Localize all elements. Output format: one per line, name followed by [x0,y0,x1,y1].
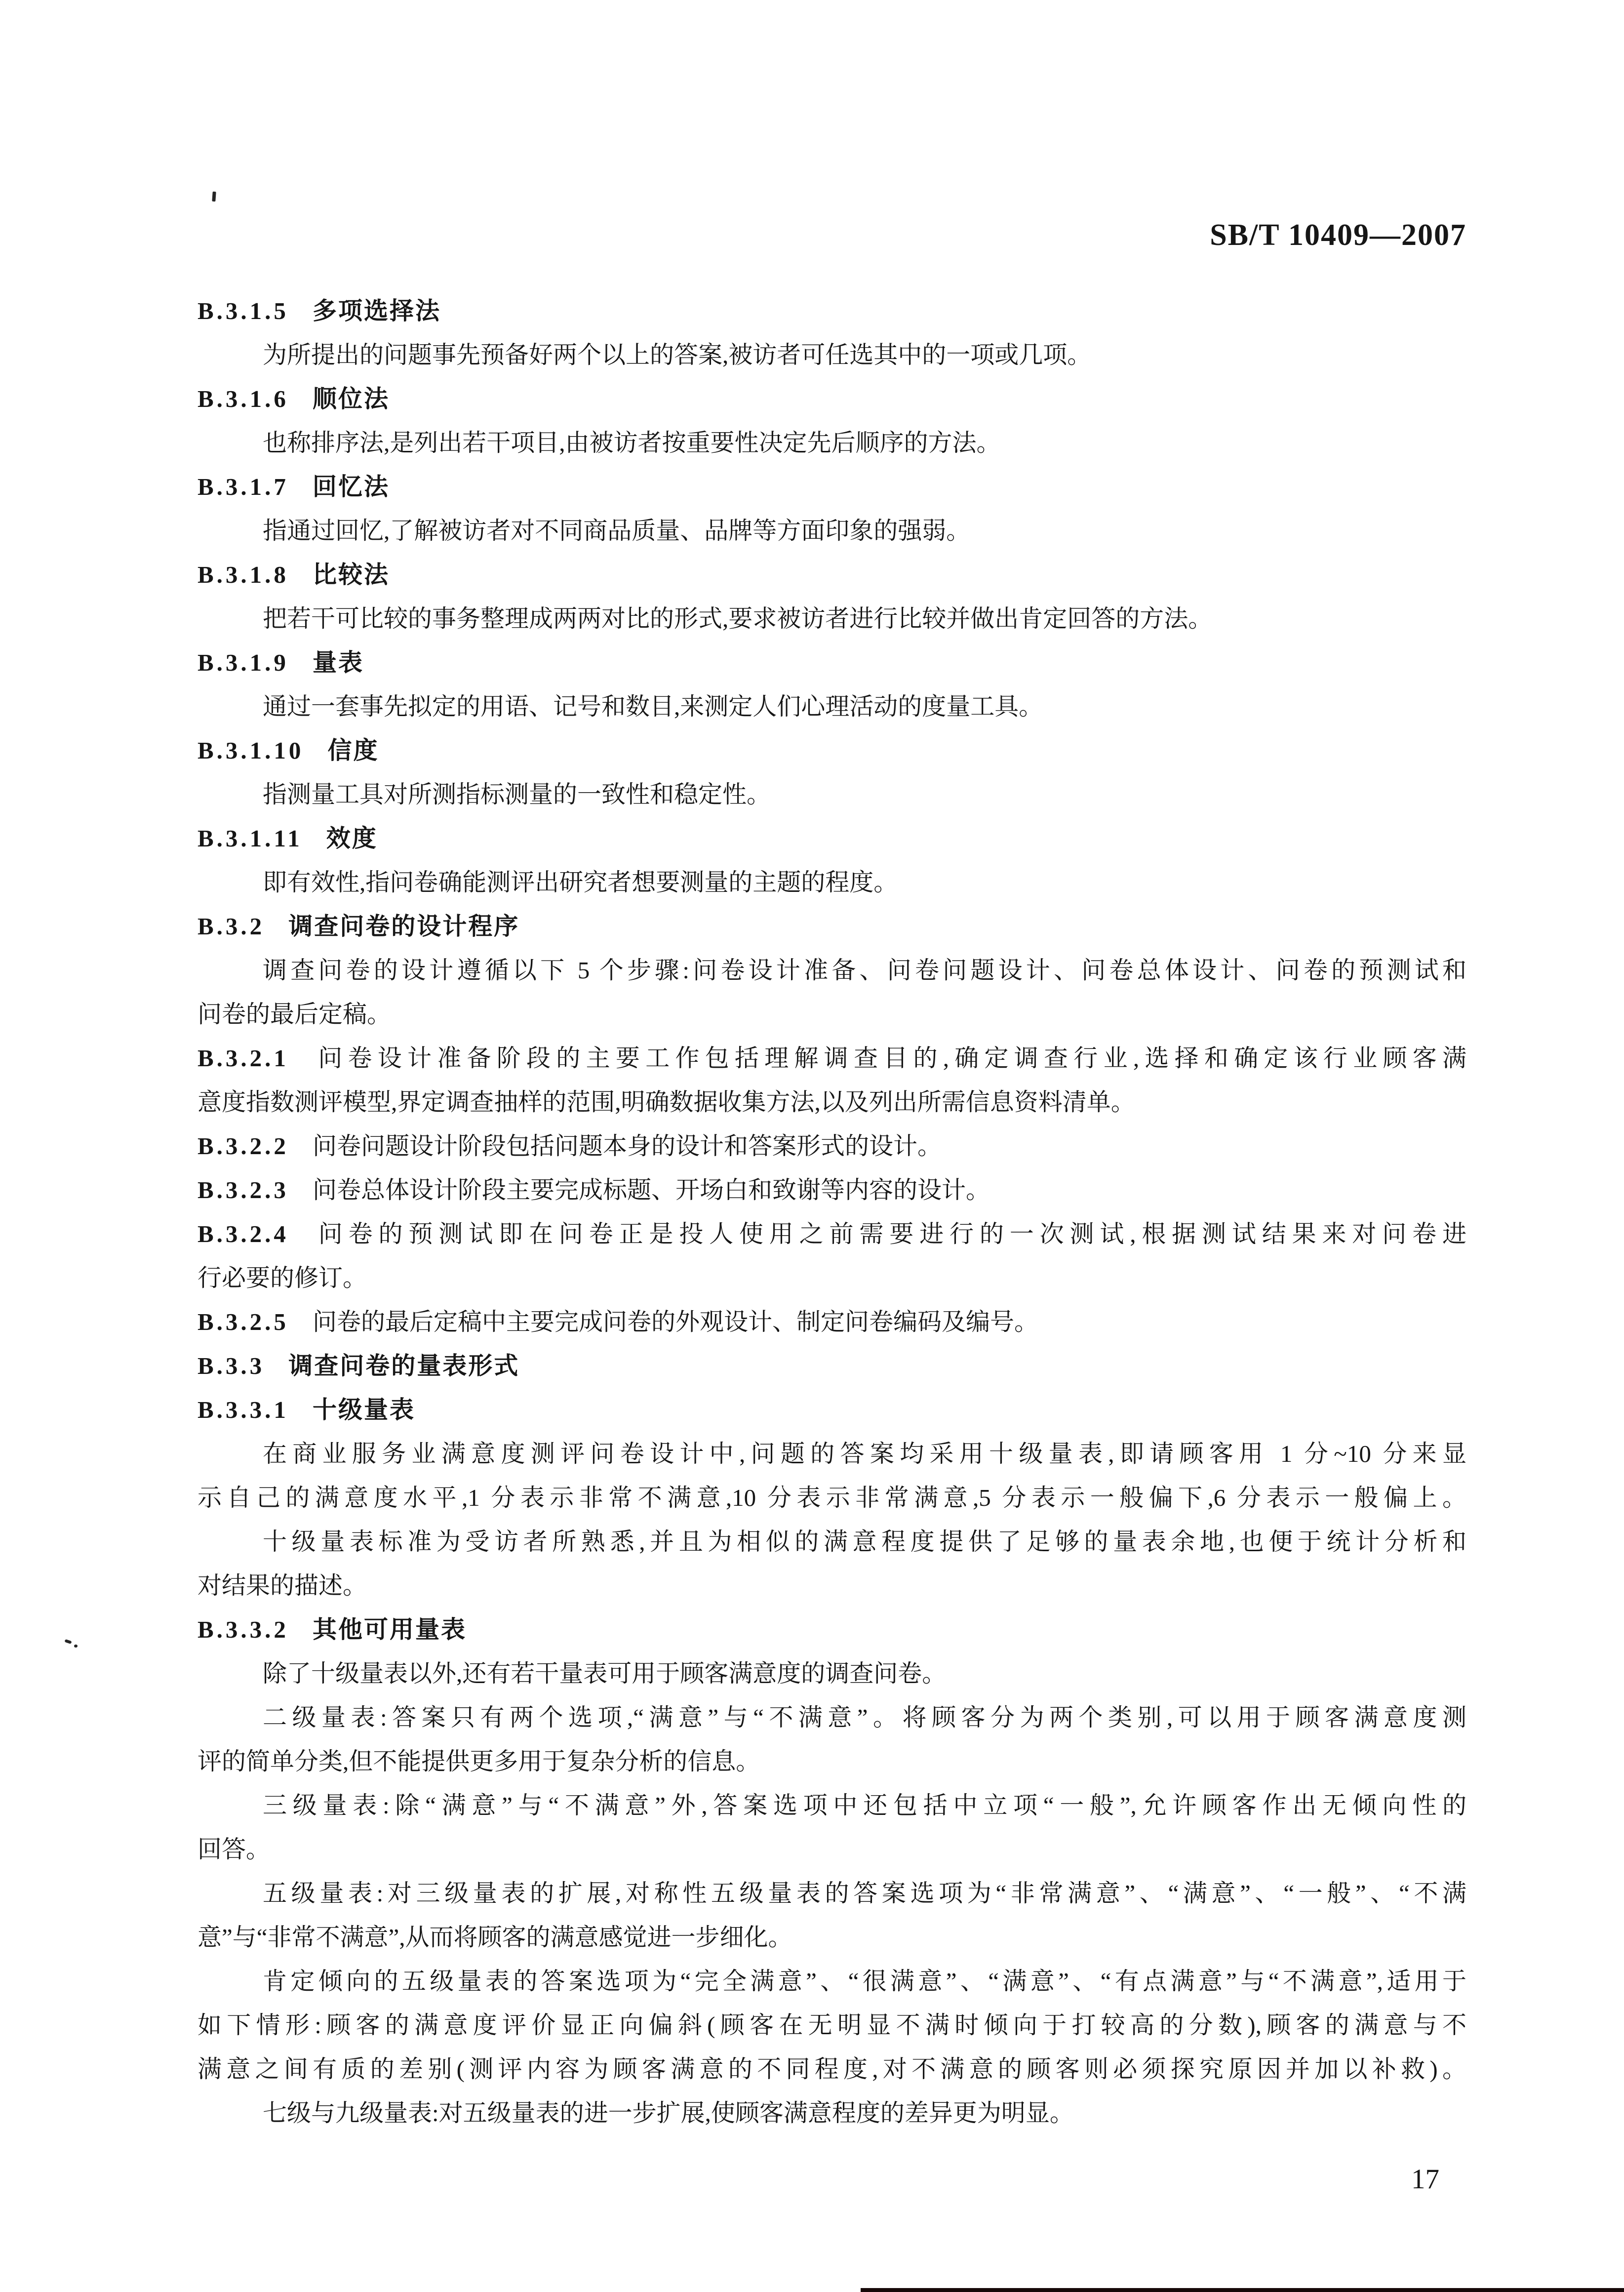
clause-title: 多项选择法 [312,298,441,324]
clause-title: 十级量表 [312,1397,415,1423]
paragraph-line: 除了十级量表以外,还有若干量表可用于顾客满意度的调查问卷。 [263,1660,947,1687]
clause-title: 量表 [312,649,364,676]
paragraph-line: 也称排序法,是列出若干项目,由被访者按重要性决定先后顺序的方法。 [263,429,1001,456]
section-heading [198,816,1466,860]
paragraph-line: 行必要的修订。 [198,1264,367,1291]
paragraph-line: 把若干可比较的事务整理成两两对比的形式,要求被访者进行比较并做出肯定回答的方法。 [263,605,1213,632]
section-heading [198,553,1466,597]
standard-number-header: SB/T 10409—2007 [1210,218,1466,252]
clause-title: 其他可用量表 [312,1616,467,1643]
clause-line: B.3.2.5 问卷的最后定稿中主要完成问卷的外观设计、制定问卷编码及编号。 [198,1308,1038,1335]
ink-speck [64,1639,72,1644]
paragraph-line: 三级量表:除“满意”与“不满意”外,答案选项中还包括中立项“一般”,允许顾客作出无倾向性的 [263,1792,1466,1819]
clause-number: B.3.2.4 [198,1220,289,1247]
ink-speck [74,1645,78,1648]
clause-number: B.3.1.8 [198,561,289,588]
paragraph-line: 评的简单分类,但不能提供更多用于复杂分析的信息。 [198,1748,760,1775]
clause-number: B.3.3.2 [198,1616,289,1643]
clause-title: 比较法 [312,562,390,588]
paragraph-line: 对结果的描述。 [198,1572,367,1599]
clause-number: B.3.1.5 [198,297,289,324]
document-body [198,289,1466,2135]
paragraph-line: 问卷的最后定稿。 [198,1001,392,1028]
clause-number: B.3.2.5 [198,1308,289,1335]
paragraph-line: 指测量工具对所测指标测量的一致性和稳定性。 [263,781,771,808]
paragraph-line: 即有效性,指问卷确能测评出研究者想要测量的主题的程度。 [263,869,898,896]
paragraph-line: 通过一套事先拟定的用语、记号和数目,来测定人们心理活动的度量工具。 [263,693,1043,720]
section-heading [198,904,1466,948]
page-footer-rule [861,2288,1624,2292]
clause-number: B.3.1.7 [198,473,289,500]
clause-number: B.3.2 [198,913,265,940]
paragraph-line: 七级与九级量表:对五级量表的进一步扩展,使顾客满意程度的差异更为明显。 [263,2099,1074,2127]
clause-line: B.3.2.1 问卷设计准备阶段的主要工作包括理解调查目的,确定调查行业,选择和确定该行业顾客满 [198,1045,1466,1072]
section-heading [198,1388,1466,1432]
clause-number: B.3.3.1 [198,1396,289,1423]
paragraph-line: 调查问卷的设计遵循以下 5 个步骤:问卷设计准备、问卷问题设计、问卷总体设计、问卷的预测试和 [263,957,1466,984]
paragraph-line: 指通过回忆,了解被访者对不同商品质量、品牌等方面印象的强弱。 [263,517,971,544]
clause-number: B.3.2.2 [198,1132,289,1160]
paragraph-line: 五级量表:对三级量表的扩展,对称性五级量表的答案选项为“非常满意”、“满意”、“一般”、“不满 [263,1880,1466,1907]
clause-title: 回忆法 [312,474,390,500]
section-heading [198,641,1466,684]
paragraph-line: 意”与“非常不满意”,从而将顾客的满意感觉进一步细化。 [198,1924,792,1951]
clause-title: 调查问卷的设计程序 [288,913,520,940]
section-heading [198,465,1466,509]
clause-number: B.3.1.10 [198,737,304,764]
paragraph-line: 二级量表:答案只有两个选项,“满意”与“不满意”。将顾客分为两个类别,可以用于顾客满意度测 [263,1704,1466,1731]
clause-number: B.3.1.11 [198,825,303,852]
ink-speck [212,192,216,201]
paragraph-line: 在商业服务业满意度测评问卷设计中,问题的答案均采用十级量表,即请顾客用 1 分~10 分来显 [263,1440,1466,1467]
clause-number: B.3.1.6 [198,385,289,412]
clause-line: B.3.2.4 问卷的预测试即在问卷正是投人使用之前需要进行的一次测试,根据测试结果来对问卷进 [198,1220,1466,1247]
clause-number: B.3.3 [198,1352,265,1379]
section-heading [198,289,1466,333]
paragraph-line: 为所提出的问题事先预备好两个以上的答案,被访者可任选其中的一项或几项。 [263,341,1092,368]
paragraph-line: 示自己的满意度水平,1 分表示非常不满意,10 分表示非常满意,5 分表示一般偏下,6 分表示一般偏上。 [198,1484,1466,1511]
paragraph-line: 肯定倾向的五级量表的答案选项为“完全满意”、“很满意”、“满意”、“有点满意”与“不满意”,适用于 [263,1968,1466,1995]
paragraph-line: 满意之间有质的差别(测评内容为顾客满意的不同程度,对不满意的顾客则必须探究原因并加以补救)。 [198,2055,1466,2083]
paragraph-line: 十级量表标准为受访者所熟悉,并且为相似的满意程度提供了足够的量表余地,也便于统计分析和 [263,1528,1466,1555]
section-heading [198,728,1466,772]
paragraph-line: 回答。 [198,1836,271,1863]
paragraph-line: 如下情形:顾客的满意度评价显正向偏斜(顾客在无明显不满时倾向于打较高的分数),顾客的满意与不 [198,2011,1466,2039]
section-heading [198,377,1466,421]
clause-title: 顺位法 [312,386,390,412]
clause-line: B.3.2.2 问卷问题设计阶段包括问题本身的设计和答案形式的设计。 [198,1132,942,1160]
section-heading [198,1608,1466,1651]
clause-line: B.3.2.3 问卷总体设计阶段主要完成标题、开场白和致谢等内容的设计。 [198,1176,990,1204]
section-heading [198,1344,1466,1388]
clause-number: B.3.1.9 [198,649,289,676]
clause-number: B.3.2.1 [198,1045,289,1072]
clause-title: 调查问卷的量表形式 [288,1353,520,1379]
page-number: 17 [1411,2164,1439,2195]
clause-number: B.3.2.3 [198,1176,289,1204]
paragraph-line: 意度指数测评模型,界定调查抽样的范围,明确数据收集方法,以及列出所需信息资料清单。 [198,1088,1135,1116]
clause-title: 效度 [326,825,378,852]
clause-title: 信度 [327,737,379,764]
